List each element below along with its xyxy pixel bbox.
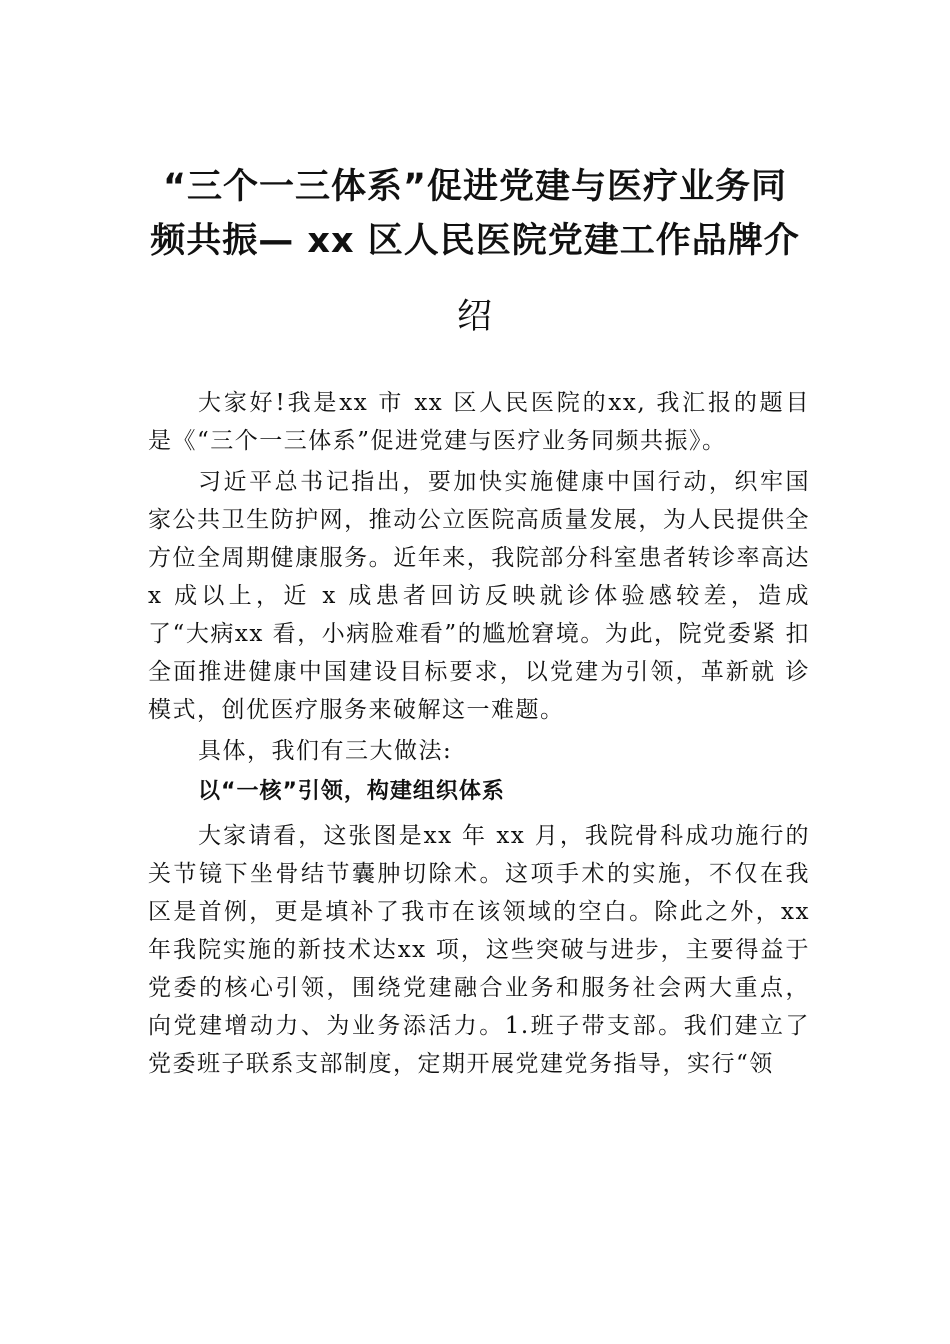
document-title: [120, 160, 830, 344]
paragraph-background: 习近平总书记指出，要加快实施健康中国行动，织牢国家公共卫生防护网，推动公立医院高质量发展，为人民提供全方位全周期健康服务。近年来，我院部分科室患者转诊率高达 x 成以上，近 x 成患者回访反映就诊体验感较差，造成 了“大病xx 看，小病脸难看”的尴尬窘境。为此，院党委紧 扣全面推进健康中国建设目标要求，以党建为引领，革新就 诊模式，创优医疗服务来破解这一难题。: [148, 469, 810, 723]
title-line-1: “三个一三体系”促进党建与医疗业务同: [162, 167, 787, 207]
paragraph-approach: 具体，我们有三大做法:: [198, 738, 453, 764]
title-line-3: 绍: [456, 297, 493, 337]
paragraph-section-body: 大家请看，这张图是xx 年 xx 月，我院骨科成功施行的 关节镜下坐骨结节囊肿切除术。这项手术的实施，不仅在我 区是首例，更是填补了我市在该领域的空白。除此之外，xx 年我院实施的新技术达xx 项，这些突破与进步，主要得益于 党委的核心引领，围绕党建融合业务和服务社会两大重点， 向党建增动力、为业务添活力。1.班子带支部。我们建立了 党委班子联系支部制度，定期开展党建党务指导，实行“领: [148, 823, 810, 1077]
document-body: [148, 384, 810, 1086]
title-line-2: 频共振— xx 区人民医院党建工作品牌介: [150, 221, 800, 261]
section-heading: 以“一核”引领，构建组织体系: [198, 779, 505, 804]
paragraph-intro: 大家好!我是xx 市 xx 区人民医院的xx, 我汇报的题目 是《“三个一三体系”促进党建与医疗业务同频共振》。: [148, 390, 810, 454]
